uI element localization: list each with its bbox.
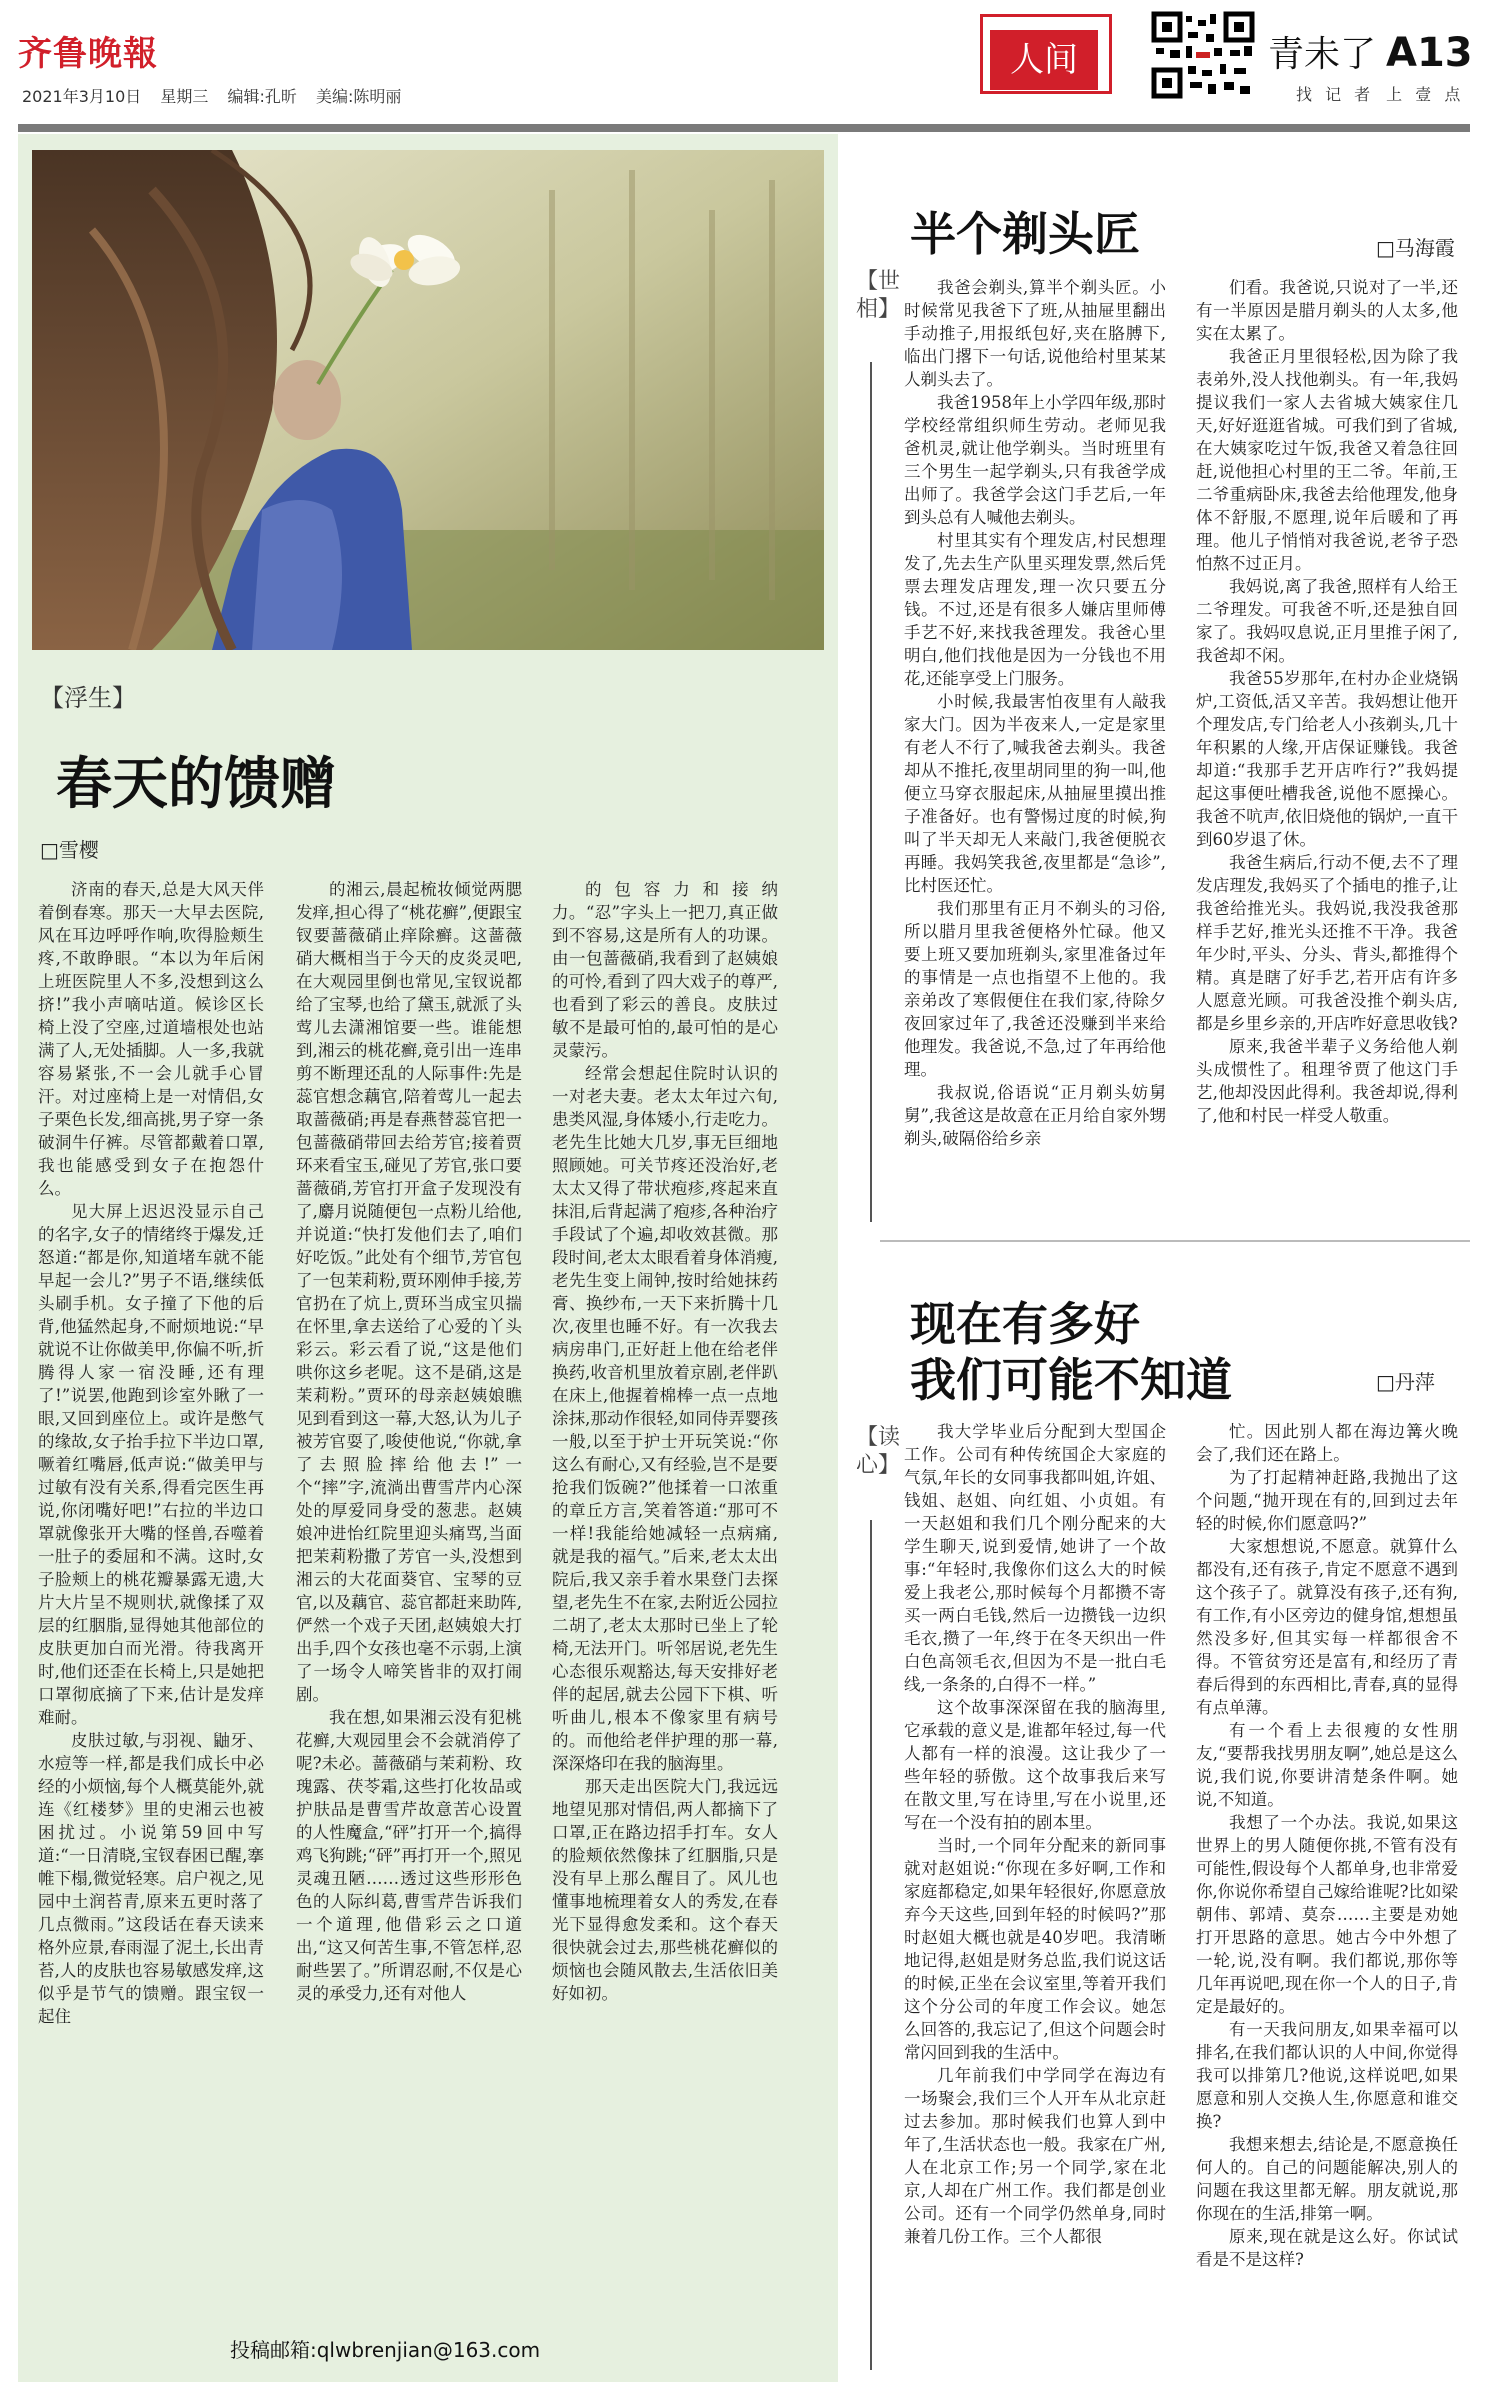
section-divider-line: [870, 362, 872, 1222]
submission-email: 投稿邮箱:qlwbrenjian@163.com: [230, 2338, 541, 2362]
section-tag-shixiang: 【世相】: [856, 269, 901, 322]
right-top-column-1: [904, 276, 1166, 1276]
paragraph: 我叔说,俗语说“正月剃头妨舅舅”,我爸这是故意在正月给自家外甥剃头,破隔俗给乡亲: [904, 1083, 1166, 1148]
paragraph: 我妈说,离了我爸,照样有人给王二爷理发。可我爸不听,还是独自回家了。我妈叹息说,正月里推子闲了,我爸却不闲。: [1196, 577, 1458, 665]
paragraph: 大家想想说,不愿意。就算什么都没有,还有孩子,肯定不愿意不遇到这个孩子了。就算没有孩子,还有狗,有工作,有小区旁边的健身馆,想想虽然没多好,但其实每一样都很舍不得。不管贫穷还是富有,和经历了青春后得到的东西相比,青春,真的显得有点单薄。: [1196, 1537, 1458, 1717]
narcissus-photo: [32, 150, 824, 650]
left-column-2: [296, 878, 522, 2278]
paragraph: 经常会想起住院时认识的一对老夫妻。老太太年过六旬,患类风湿,身体矮小,行走吃力。老先生比她大几岁,事无巨细地照顾她。可关节疼还没治好,老太太又得了带状疱疹,疼起来直抹泪,后背起满了疱疹,各种治疗手段试了个遍,却收效甚微。那段时间,老太太眼看着身体消瘦,老先生变上闹钟,按时给她抹药膏、换纱布,一天下来折腾十几次,夜里也睡不好。有一次我去病房串门,正好赶上他在给老伴换药,收音机里放着京剧,老伴趴在床上,他握着棉棒一点一点地涂抹,那动作很轻,如同侍弄婴孩一般,以至于护士开玩笑说:“你这么有耐心,又有经验,岂不是要抢我们饭碗?”他揉着一口浓重的章丘方言,笑着答道:“那可不一样!我能给她减轻一点病痛,就是我的福气。”后来,老太太出院后,我又亲手着水果登门去探望,老先生不在家,去附近公园拉二胡了,老太太那时已坐上了轮椅,无法开门。听邻居说,老先生心态很乐观豁达,每天安排好老伴的起居,就去公园下下棋、听听曲儿,根本不像家里有病号的。而他给老伴护理的那一幕,深深烙印在我的脑海里。: [552, 1064, 778, 1773]
right-bottom-column-2: [1196, 1420, 1458, 2380]
paragraph: 我想来想去,结论是,不愿意换任何人的。自己的问题能解决,别人的问题在我这里都无解。朋友就说,那你现在的生活,排第一啊。: [1196, 2135, 1458, 2223]
editor-credit: 编辑:孔昕: [227, 87, 297, 106]
issue-date: 2021年3月10日: [22, 87, 142, 106]
paragraph: 的包容力和接纳力。“忍”字头上一把刀,真正做到不容易,这是所有人的功课。由一包蔷薇硝,我看到了赵姨娘的可怜,看到了四大戏子的尊严,也看到了彩云的善良。皮肤过敏不是最可怕的,最可怕的是心灵蒙污。: [552, 880, 778, 1060]
designer-credit: 美编:陈明丽: [315, 87, 402, 106]
paragraph: 我想了一个办法。我说,如果这世界上的男人随便你挑,不管有没有可能性,假设每个人都单身,也非常爱你,你说你希望自己嫁给谁呢?比如梁朝伟、郭靖、莫奈……主要是劝她打开思路的意思。她古今中外想了一轮,说,没有啊。我们都说,那你等几年再说吧,现在你一个人的日子,肯定是最好的。: [1196, 1813, 1458, 2016]
paragraph: 原来,现在就是这么好。你试试看是不是这样?: [1196, 2227, 1458, 2269]
right-top-column-2: [1196, 276, 1458, 1276]
paragraph: 见大屏上迟迟没显示自己的名字,女子的情绪终于爆发,迁怒道:“都是你,知道堵车就不能早起一会儿?”男子不语,继续低头刷手机。女子撞了下他的后背,他猛然起身,不耐烦地说:“早就说不让你做美甲,你偏不听,折腾得人家一宿没睡,还有理了!”说罢,他跑到诊室外瞅了一眼,又回到座位上。或许是憋气的缘故,女子抬手拉下半边口罩,噘着红嘴唇,低声说:“做美甲与过敏有没有关系,得看完医生再说,你闭嘴好吧!”右拉的半边口罩就像张开大嘴的怪兽,吞噬着一肚子的委屈和不满。这时,女子脸颊上的桃花瓣暴露无遗,大片大片呈不规则状,就像揉了双层的红胭脂,显得她其他部位的皮肤更加白而光滑。待我离开时,他们还歪在长椅上,只是她把口罩彻底摘了下来,估计是发痒难耐。: [38, 1202, 264, 1727]
paragraph: 皮肤过敏,与羽视、鼬牙、水痘等一样,都是我们成长中必经的小烦恼,每个人概莫能外,就连《红楼梦》里的史湘云也被困扰过。小说第59回中写道:“一日清晓,宝钗春困已醒,搴帷下榻,微觉轻寒。启户视之,见园中土润苔青,原来五更时落了几点微雨。”这段话在春天读来格外应景,春雨湿了泥土,长出青苔,人的皮肤也容易敏感发痒,这似乎是节气的馈赠。跟宝钗一起住: [38, 1731, 264, 2026]
paragraph: 我们那里有正月不剃头的习俗,所以腊月里我爸便格外忙碌。他又要上班又要加班剃头,家里准备过年的事情是一点也指望不上他的。我亲弟改了寒假便住在我们家,待除夕夜回家过年了,我爸还没赚到半来给他理发。我爸说,不急,过了年再给他理。: [904, 899, 1166, 1079]
paragraph: 这个故事深深留在我的脑海里,它承载的意义是,谁都年轻过,每一代人都有一样的浪漫。这让我少了一些年轻的骄傲。这个故事我后来写在散文里,写在诗里,写在小说里,还写在一个没有拍的剧本里。: [904, 1698, 1166, 1832]
byline: □雪樱: [40, 838, 99, 862]
paragraph: 的湘云,晨起梳妆倾觉两腮发痒,担心得了“桃花癣”,便跟宝钗要蔷薇硝止痒除癣。这蔷薇硝大概相当于今天的皮炎灵吧,在大观园里倒也常见,宝钗说都给了宝琴,也给了黛玉,就派了头莺儿去潇湘馆要一些。谁能想到,湘云的桃花癣,竟引出一连串剪不断理还乱的人际事件:先是蕊官想念藕官,陪着莺儿一起去取蔷薇硝;再是春燕替蕊官把一包蔷薇硝带回去给芳官;接着贾环来看宝玉,碰见了芳官,张口要蔷薇硝,芳官打开盒子发现没有了,麝月说随便包一点粉儿给他,并说道:“快打发他们去了,咱们好吃饭。”此处有个细节,芳官包了一包茉莉粉,贾环刚伸手接,芳官扔在了炕上,贾环当成宝贝揣在怀里,拿去送给了心爱的丫头彩云。彩云看了说,“这是他们哄你这乡老呢。这不是硝,这是茉莉粉。”贾环的母亲赵姨娘瞧见到看到这一幕,大怒,认为儿子被芳官耍了,唆使他说,“你就,拿了去照脸摔给他去!”一个“摔”字,流淌出曹雪芹内心深处的厚爱同身受的葱悲。赵姨娘冲进怡红院里迎头痛骂,当面把茉莉粉撒了芳官一头,没想到湘云的大花面葵官、宝琴的豆官,以及藕官、蕊官都赶来助阵,俨然一个戏子天团,赵姨娘大打出手,四个女孩也毫不示弱,上演了一场令人啼笑皆非的双打闹剧。: [296, 880, 522, 1704]
paragraph: 我爸会剃头,算半个剃头匠。小时候常见我爸下了班,从抽屉里翻出手动推子,用报纸包好,夹在胳膊下,临出门撂下一句话,说他给村里某某人剃头去了。: [904, 278, 1166, 389]
paragraph: 有一天我问朋友,如果幸福可以排名,在我们都认识的人中间,你觉得我可以排第几?他说,这样说吧,如果愿意和别人交换人生,你愿意和谁交换?: [1196, 2020, 1458, 2131]
qr-code-icon: [1150, 10, 1256, 100]
article-separator: [880, 1240, 1470, 1242]
paragraph: 我在想,如果湘云没有犯桃花癣,大观园里会不会就消停了呢?未必。蔷薇硝与茉莉粉、玫瑰露、茯苓霜,这些打化妆品或护肤品是曹雪芹故意苦心设置的人性魔盒,“砰”打开一个,搞得鸡飞狗跳;“砰”再打开一个,照见灵魂丑陋……透过这些形形色色的人际纠葛,曹雪芹告诉我们一个道理,他借彩云之口道出,“这又何苦生事,不管怎样,忍耐些罢了。”所谓忍耐,不仅是心灵的承受力,还有对他人: [296, 1708, 522, 2003]
paragraph: 当时,一个同年分配来的新同事就对赵姐说:“你现在多好啊,工作和家庭都稳定,如果年轻很好,你愿意放弃今天这些,回到年轻的时候吗?”那时赵姐大概也就是40岁吧。我清晰地记得,赵姐是财务总监,我们说这话的时候,正坐在会议室里,等着开我们这个分公司的年度工作会议。她怎么回答的,我忘记了,但这个问题会时常闪回到我的生活中。: [904, 1836, 1166, 2062]
paragraph: 我爸生病后,行动不便,去不了理发店理发,我妈买了个插电的推子,让我爸给推光头。我妈说,我没我爸那样手艺好,推光头还推不干净。我爸年少时,平头、分头、背头,都推得个精。真是瞎了好手艺,若开店有许多人愿意光顾。可我爸没推个剃头店,都是乡里乡亲的,开店咋好意思收钱?: [1196, 853, 1458, 1033]
newspaper-logo: 齐鲁晚報: [18, 34, 158, 74]
right-bottom-column-1: [904, 1420, 1166, 2380]
paragraph: 我爸1958年上小学四年级,那时学校经常组织师生劳动。老师见我爸机灵,就让他学剃头。当时班里有三个男生一起学剃头,只有我爸学成出师了。我爸学会这门手艺后,一年到头总有人喊他去剃头。: [904, 393, 1166, 527]
paragraph: 为了打起精神赶路,我抛出了这个问题,“抛开现在有的,回到过去年轻的时候,你们愿意吗?”: [1196, 1468, 1458, 1533]
header-rule: [18, 124, 1470, 132]
paragraph: 几年前我们中学同学在海边有一场聚会,我们三个人开车从北京赶过去参加。那时候我们也算人到中年了,生活状态也一般。我家在广州,人在北京工作;另一个同学,家在北京,人却在广州工作。我们都是创业公司。还有一个同学仍然单身,同时兼着几份工作。三个人都很: [904, 2066, 1166, 2246]
weekday: 星期三: [160, 87, 209, 106]
page-editors: 找 记 者 上 壹 点: [1296, 85, 1461, 104]
section-label: 人间: [990, 30, 1098, 90]
column-tag: 【浮生】: [40, 684, 136, 712]
paragraph: 忙。因此别人都在海边篝火晚会了,我们还在路上。: [1196, 1422, 1458, 1464]
paragraph: 小时候,我最害怕夜里有人敲我家大门。因为半夜来人,一定是家里有老人不行了,喊我爸去剃头。我爸却从不推托,夜里胡同里的狗一叫,他便立马穿衣服起床,从抽屉里摸出推子准备好。也有警惕过度的时候,狗叫了半天却无人来敲门,我爸便脱衣再睡。我妈笑我爸,夜里都是“急诊”,比村医还忙。: [904, 692, 1166, 895]
page-number: A13: [1386, 30, 1473, 76]
byline-bottom: □丹萍: [1376, 1370, 1435, 1394]
page-header: [1268, 26, 1473, 77]
paragraph: 村里其实有个理发店,村民想理发了,先去生产队里买理发票,然后凭票去理发店理发,理一次只要五分钱。不过,还是有很多人嫌店里师傅手艺不好,来找我爸理发。我爸心里明白,他们找他是因为一分钱也不用花,还能享受上门服务。: [904, 531, 1166, 688]
paragraph: 济南的春天,总是大风天伴着倒春寒。那天一大早去医院,风在耳边呼呼作响,吹得脸颊生疼,不敢睁眼。“本以为年后闲上班医院里人不多,没想到这么挤!”我小声嘀咕道。候诊区长椅上没了空座,过道墙根处也站满了人,无处插脚。人一多,我就容易紧张,不一会儿就手心冒汗。对过座椅上是一对情侣,女子栗色长发,细高挑,男子穿一条破洞牛仔裤。尽管都戴着口罩,我也能感受到女子在抱怨什么。: [38, 880, 264, 1198]
paragraph: 有一个看上去很瘦的女性朋友,“要帮我找男朋友啊”,她总是这么说,我们说,你要讲清楚条件啊。她说,不知道。: [1196, 1721, 1458, 1809]
page-title: 青未了: [1268, 34, 1377, 75]
article-title: 春天的馈赠: [56, 751, 336, 817]
paragraph: 那天走出医院大门,我远远地望见那对情侣,两人都摘下了口罩,正在路边招手打车。女人的脸颊依然像抹了红胭脂,只是没有早上那么醒目了。风儿也懂事地梳理着女人的秀发,在春光下显得愈发柔和。这个春天很快就会过去,那些桃花癣似的烦恼也会随风散去,生活依旧美好如初。: [552, 1777, 778, 2003]
article-title-bottom: 现在有多好 我们可能不知道: [910, 1297, 1232, 1407]
dateline: [22, 84, 415, 107]
section-tag-duxin: 【读心】: [856, 1425, 901, 1478]
paragraph: 我爸正月里很轻松,因为除了我表弟外,没人找他剃头。有一年,我妈提议我们一家人去省城大姨家住几天,好好逛逛省城。可我们到了省城,在大姨家吃过午饭,我爸又着急往回赶,说他担心村里的王二爷。年前,王二爷重病卧床,我爸去给他理发,他身体不舒服,不愿理,说年后暖和了再理。他儿子悄悄对我爸说,老爷子恐怕熬不过正月。: [1196, 347, 1458, 573]
article-title-top: 半个剃头匠: [910, 207, 1140, 261]
left-column-1: [38, 878, 264, 2278]
byline-top: □马海霞: [1376, 236, 1455, 260]
paragraph: 我大学毕业后分配到大型国企工作。公司有种传统国企大家庭的气氛,年长的女同事我都叫姐,许姐、钱姐、赵姐、向红姐、小贞姐。有一天赵姐和我们几个刚分配来的大学生聊天,说到爱情,她讲了一个故事:“年轻时,我像你们这么大的时候爱上我老公,那时候每个月都攒不寄买一两白毛钱,然后一边攒钱一边织毛衣,攒了一年,终于在冬天织出一件白色高领毛衣,但因为不是一批白毛线,一条条的,白得不一样。”: [904, 1422, 1166, 1694]
paragraph: 我爸55岁那年,在村办企业烧锅炉,工资低,活又辛苦。我妈想让他开个理发店,专门给老人小孩剃头,几十年积累的人缘,开店保证赚钱。我爸却道:“我那手艺开店咋行?”我妈提起这事便吐槽我爸,说他不愿操心。我爸不吭声,依旧烧他的锅炉,一直干到60岁退了休。: [1196, 669, 1458, 849]
section-divider-line-2: [870, 1520, 872, 2370]
left-column-3: [552, 878, 778, 2278]
paragraph: 原来,我爸半辈子义务给他人剃头成惯性了。租理爷贾了他这门手艺,他却没因此得利。我爸却说,得利了,他和村民一样受人敬重。: [1196, 1037, 1458, 1125]
paragraph: 们看。我爸说,只说对了一半,还有一半原因是腊月剃头的人太多,他实在太累了。: [1196, 278, 1458, 343]
